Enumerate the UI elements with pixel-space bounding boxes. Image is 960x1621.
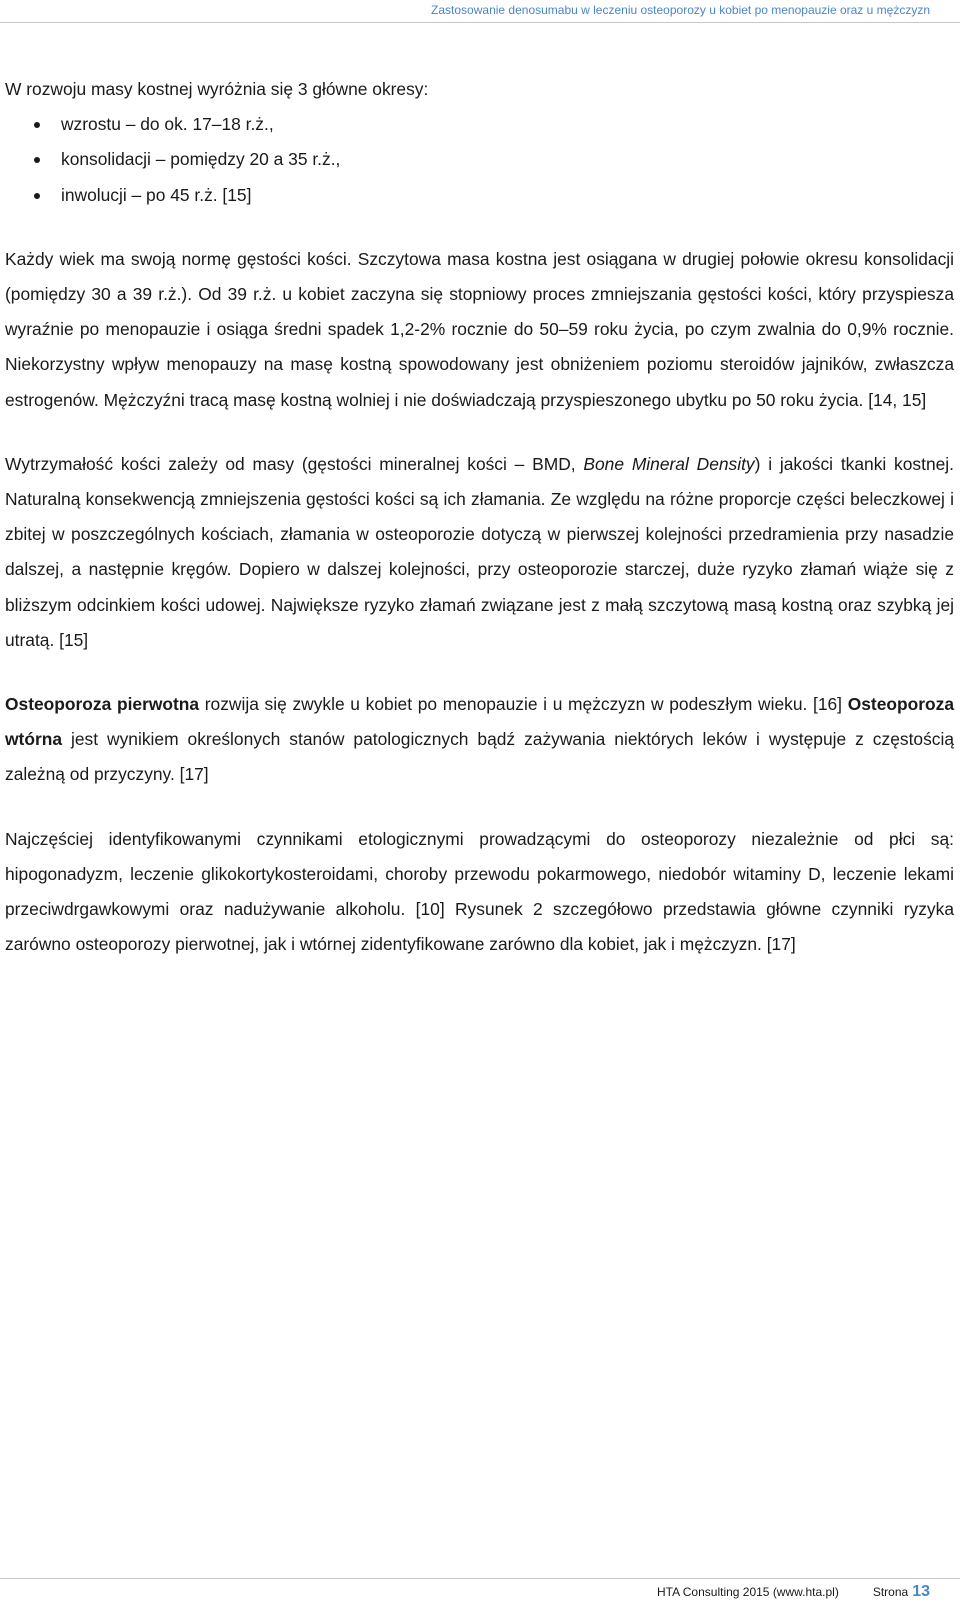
text-run: rozwija się zwykle u kobiet po menopauzie i u mężczyzn w podeszłym wieku. [16] (199, 694, 848, 715)
footer-company: HTA Consulting 2015 (www.hta.pl) (656, 1585, 839, 1599)
footer-divider (0, 1578, 960, 1579)
bold-term: Osteoporoza pierwotna (5, 694, 200, 715)
page-footer (657, 1583, 930, 1601)
text-run: jest wynikiem określonych stanów patologicznych bądź zażywania niektórych leków i występuje z częstością zależną od przyczyny. [17] (5, 729, 954, 785)
paragraph-osteoporosis-types (5, 687, 954, 793)
italic-term: Bone Mineral Density (583, 453, 755, 474)
text-run: ) i jakości tkanki kostnej. Naturalną konsekwencją zmniejszenia gęstości kości są ich złamania. Ze względu na różne proporcje części beleczkowej i zbitej w poszczególnych kościach, złamania w osteoporozie dotyczą w pierwszej kolejności przedramienia przy nasadzie dalszej, a następnie kręgów. Dopiero w dalszej kolejności, przy osteoporozie starczej, duże ryzyko złamań wiąże się z bliższym odcinkiem kości udowej. Największe ryzyko złamań związane jest z małą szczytową masą kostną oraz szybką jej utratą. [15] (5, 453, 954, 650)
page-number: 13 (912, 1583, 930, 1600)
bold-term: Osteoporoza wtórna (5, 694, 954, 750)
running-header: Zastosowanie denosumabu w leczeniu osteoporozy u kobiet po menopauzie oraz u mężczyzn (431, 3, 930, 17)
paragraph-bone-density: Każdy wiek ma swoją normę gęstości kości. Szczytowa masa kostna jest osiągana w drugiej połowie okresu konsolidacji (pomiędzy 30 a 39 r.ż.). Od 39 r.ż. u kobiet zaczyna się stopniowy proces zmniejszania gęstości kości, który przyspiesza wyraźnie po menopauzie i osiąga średni spadek 1,2-2% rocznie do 50–59 roku życia, po czym zwalnia do 0,9% rocznie. Niekorzystny wpływ menopauzy na masę kostną spowodowany jest obniżeniem poziomu steroidów jajników, zwłaszcza estrogenów. Mężczyźni tracą masę kostną wolniej i nie doświadczają przyspieszonego ubytku po 50 roku życia. [14, 15] (5, 248, 954, 410)
paragraph-bone-strength (5, 447, 954, 658)
paragraph-risk-factors: Najczęściej identyfikowanymi czynnikami etologicznymi prowadzącymi do osteoporozy niezależnie od płci są: hipogonadyzm, leczenie glikokortykosteroidami, choroby przewodu pokarmowego, niedobór witaminy D, leczenie lekami przeciwdrgawkowymi oraz nadużywanie alkoholu. [10] Rysunek 2 szczegółowo przedstawia główne czynniki ryzyka zarówno osteoporozy pierwotnej, jak i wtórnej zidentyfikowane zarówno dla kobiet, jak i mężczyzn. [17] (5, 828, 954, 955)
periods-list (5, 107, 954, 213)
list-item: konsolidacji – pomiędzy 20 a 35 r.ż., (61, 142, 954, 177)
page-label: Strona (872, 1585, 909, 1599)
list-item: inwolucji – po 45 r.ż. [15] (61, 178, 954, 213)
list-item: wzrostu – do ok. 17–18 r.ż., (61, 107, 954, 142)
header-divider (0, 22, 960, 23)
intro-text: W rozwoju masy kostnej wyróżnia się 3 główne okresy: (5, 79, 429, 99)
text-run: Wytrzymałość kości zależy od masy (gęstości mineralnej kości – BMD, (5, 453, 584, 474)
page-body (5, 72, 954, 962)
